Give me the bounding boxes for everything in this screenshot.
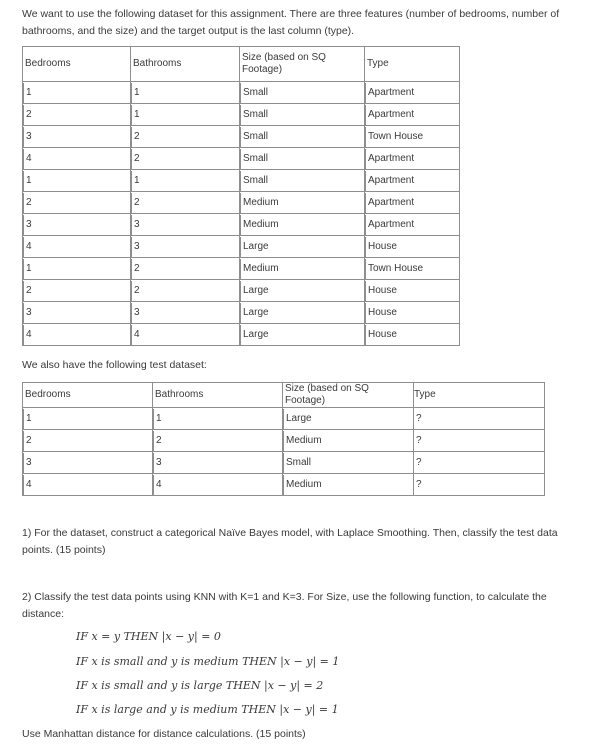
train-cell-value: Small [240,105,362,125]
test-cell [23,408,153,430]
train-cell-value: Apartment [365,83,457,103]
train-row [23,236,460,258]
train-row [23,280,460,302]
train-cell-value: 4 [23,149,128,169]
test-header-size: Size (based on SQ Footage) [283,383,414,408]
test-cell [153,474,283,496]
test-cell-value: 2 [153,431,280,451]
question-1 [22,525,597,558]
train-cell [23,82,131,104]
test-header-type: Type [414,383,545,408]
test-cell-value: Large [283,409,411,429]
train-cell [23,192,131,214]
footer-instruction: Use Manhattan distance for distance calculations. (15 points) [22,728,306,740]
train-header-row [23,47,460,82]
train-cell-value: 2 [131,281,237,301]
train-cell-value: 2 [131,193,237,213]
train-cell-value: 2 [23,281,128,301]
test-header-bathrooms: Bathrooms [153,383,283,408]
intro-line-1: We want to use the following dataset for this assignment. There are three features (number of bedrooms, number of [22,8,560,20]
train-cell [131,126,240,148]
train-cell [365,302,460,324]
question-2-line-1: 2) Classify the test data points using KNN with K=1 and K=3. For Size, use the following function, to calculate the [22,591,547,603]
train-cell-value: House [365,303,457,323]
train-cell [240,302,365,324]
train-cell-value: 4 [23,237,128,257]
test-cell-value: Small [283,453,411,473]
intro-line-2: bathrooms, and the size) and the target output is the last column (type). [22,24,355,37]
test-cell [283,474,414,496]
train-cell-value: Small [240,127,362,147]
train-cell [240,280,365,302]
train-header-bedrooms: Bedrooms [23,47,131,82]
train-cell [240,126,365,148]
test-row [23,452,545,474]
train-cell [131,258,240,280]
train-cell [23,126,131,148]
test-cell [23,474,153,496]
train-cell [365,324,460,346]
train-cell-value: Small [240,149,362,169]
test-dataset-table [22,382,545,496]
train-cell [23,104,131,126]
train-cell [365,280,460,302]
train-cell-value: Small [240,83,362,103]
train-cell [240,170,365,192]
train-cell-value: Large [240,303,362,323]
train-cell-value: House [365,237,457,257]
train-row [23,258,460,280]
train-header-size [240,47,365,82]
test-cell [414,408,545,430]
test-cell-value: 4 [153,475,280,495]
train-cell-value: 3 [23,303,128,323]
test-cell [414,430,545,452]
train-cell [240,82,365,104]
train-cell-value: 1 [23,171,128,191]
train-cell-value: 3 [23,127,128,147]
train-cell-value: Apartment [365,171,457,191]
question-2 [22,589,597,622]
train-cell [23,214,131,236]
train-cell [365,104,460,126]
train-cell [365,126,460,148]
distance-rule-2: IF x is small and y is medium THEN |x − y| = 1 [76,655,340,668]
train-cell [365,236,460,258]
train-cell-value: 3 [23,215,128,235]
test-cell-value: 3 [153,453,280,473]
train-cell-value: House [365,325,457,345]
test-cell-value: Medium [283,475,411,495]
train-cell-value: Large [240,237,362,257]
test-row [23,474,545,496]
train-header-bathrooms: Bathrooms [131,47,240,82]
test-cell [153,452,283,474]
train-cell-value: Large [240,281,362,301]
distance-rule-1: IF x = y THEN |x − y| = 0 [76,630,221,643]
train-row [23,192,460,214]
train-cell [365,258,460,280]
train-cell-value: 2 [23,105,128,125]
test-cell-value: ? [416,434,422,446]
train-cell [240,258,365,280]
train-cell-value: Medium [240,259,362,279]
train-cell-value: House [365,281,457,301]
train-cell-value: 3 [131,215,237,235]
train-cell-value: Town House [365,127,457,147]
train-cell-value: Small [240,171,362,191]
test-cell-value: 1 [23,409,150,429]
train-cell [365,170,460,192]
test-header-bedrooms: Bedrooms [23,383,153,408]
train-cell-value: 3 [131,237,237,257]
train-cell-value: 1 [23,83,128,103]
train-cell [23,148,131,170]
test-cell-value: ? [416,478,422,490]
test-cell-value: 2 [23,431,150,451]
train-cell [23,280,131,302]
train-cell-value: Medium [240,193,362,213]
test-cell [283,408,414,430]
train-cell [131,192,240,214]
train-cell [23,324,131,346]
train-cell-value: 2 [131,149,237,169]
train-cell-value: 4 [23,325,128,345]
train-cell [131,280,240,302]
train-cell [240,324,365,346]
test-cell [283,452,414,474]
train-cell-value: Apartment [365,105,457,125]
train-cell-value: 2 [131,259,237,279]
train-cell [131,104,240,126]
train-cell-value: Apartment [365,193,457,213]
train-cell [365,148,460,170]
question-1-line-1: 1) For the dataset, construct a categorical Naïve Bayes model, with Laplace Smoothing. Then, classify the test data [22,527,558,539]
train-row [23,170,460,192]
distance-rule-3: IF x is small and y is large THEN |x − y| = 2 [76,679,324,692]
test-cell [414,474,545,496]
test-cell [23,452,153,474]
train-cell [131,302,240,324]
train-cell [131,148,240,170]
train-header-size-line2: Footage) [242,64,283,75]
train-cell-value: Large [240,325,362,345]
train-cell-value: 4 [131,325,237,345]
train-cell [365,214,460,236]
training-dataset-table [22,46,460,346]
test-cell [153,430,283,452]
test-row [23,430,545,452]
intro-paragraph [22,6,597,39]
train-row [23,126,460,148]
train-cell-value: 2 [23,193,128,213]
test-dataset-intro: We also have the following test dataset: [22,359,207,371]
train-cell-value: 1 [131,83,237,103]
train-cell [240,236,365,258]
test-cell [23,430,153,452]
train-cell [365,82,460,104]
test-cell-value: ? [416,412,422,424]
train-cell [23,302,131,324]
train-header-size-line1: Size (based on SQ [242,52,326,63]
train-cell-value: 2 [131,127,237,147]
distance-rule-4: IF x is large and y is medium THEN |x − y| = 1 [76,703,339,716]
train-cell-value: Apartment [365,149,457,169]
train-cell-value: 1 [131,105,237,125]
train-row [23,148,460,170]
train-cell [23,258,131,280]
train-row [23,302,460,324]
test-cell [153,408,283,430]
test-cell [414,452,545,474]
test-cell-value: 3 [23,453,150,473]
train-cell-value: 1 [131,171,237,191]
train-cell [131,324,240,346]
train-cell-value: 3 [131,303,237,323]
train-cell-value: Medium [240,215,362,235]
train-row [23,82,460,104]
train-cell [365,192,460,214]
train-cell [240,192,365,214]
train-cell [131,170,240,192]
train-cell [131,236,240,258]
train-cell [240,214,365,236]
train-row [23,324,460,346]
train-cell-value: Apartment [365,215,457,235]
train-cell [131,214,240,236]
train-cell [131,82,240,104]
test-cell-value: 4 [23,475,150,495]
test-cell-value: ? [416,456,422,468]
train-cell-value: Town House [365,259,457,279]
question-1-line-2: points. (15 points) [22,543,106,556]
test-cell-value: Medium [283,431,411,451]
train-header-type: Type [365,47,460,82]
train-cell-value: 1 [23,259,128,279]
test-cell-value: 1 [153,409,280,429]
train-cell [23,170,131,192]
train-cell [23,236,131,258]
test-row [23,408,545,430]
test-cell [283,430,414,452]
train-row [23,214,460,236]
question-2-line-2: distance: [22,607,65,620]
train-cell [240,148,365,170]
test-header-row [23,383,545,408]
train-row [23,104,460,126]
train-cell [240,104,365,126]
